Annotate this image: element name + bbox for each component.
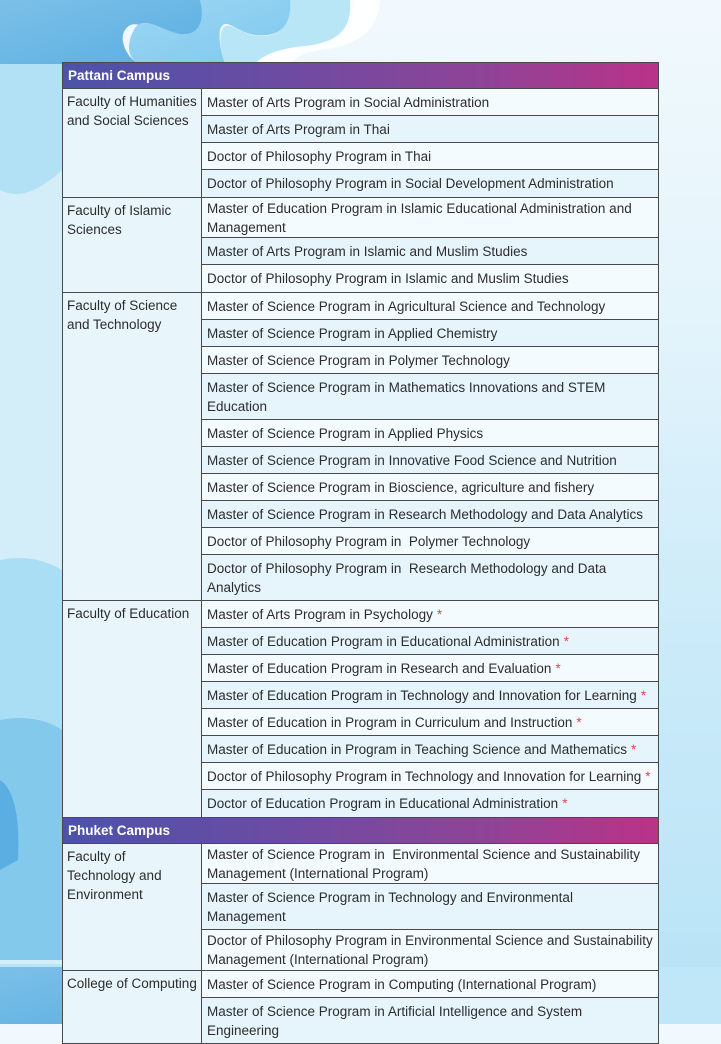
program-list (202, 293, 658, 600)
program-row (202, 320, 658, 347)
program-title: Doctor of Education Program in Educational Administration (207, 796, 559, 811)
asterisk-marker: * (563, 634, 569, 649)
program-title: Master of Arts Program in Islamic and Muslim Studies (207, 244, 528, 259)
program-title: Master of Education Program in Research and Evaluation (207, 661, 552, 676)
faculty-name: Faculty of Technology and Environment (63, 844, 202, 970)
program-list (202, 198, 658, 292)
asterisk-marker: * (436, 607, 443, 622)
asterisk-marker: * (576, 715, 582, 730)
program-row (202, 790, 658, 817)
program-row (202, 709, 658, 736)
program-title: Master of Arts Program in Psychology (207, 607, 433, 622)
campus-header: Phuket Campus (63, 818, 658, 844)
program-row (202, 971, 658, 998)
program-title: Master of Education Program in Technology and Innovation for Learning (207, 688, 637, 703)
program-row (202, 374, 658, 420)
program-title: Doctor of Philosophy Program in Thai (207, 149, 432, 164)
program-title: Master of Science Program in Mathematics Innovations and STEM Education (207, 380, 610, 414)
program-row (202, 844, 658, 884)
program-row (202, 884, 658, 930)
program-row (202, 736, 658, 763)
program-title: Master of Science Program in Innovative Food Science and Nutrition (207, 453, 617, 468)
program-title: Master of Science Program in Applied Chemistry (207, 326, 498, 341)
program-title: Master of Science Program in Technology and Environmental Management (207, 890, 577, 924)
program-title: Master of Science Program in Agricultural Science and Technology (207, 299, 606, 314)
campus-header: Pattani Campus (63, 63, 658, 89)
faculty-group (63, 198, 658, 293)
program-title: Master of Science Program in Environmental Science and Sustainability Management (International Program) (207, 847, 644, 881)
program-list (202, 601, 658, 817)
program-row (202, 528, 658, 555)
program-row (202, 170, 658, 197)
campus-section (63, 818, 658, 1043)
program-row (202, 501, 658, 528)
program-row (202, 265, 658, 292)
program-title: Master of Science Program in Research Methodology and Data Analytics (207, 507, 643, 522)
program-row (202, 447, 658, 474)
faculty-group (63, 293, 658, 601)
faculty-name: College of Computing (63, 971, 202, 1043)
program-title: Master of Science Program in Bioscience, agriculture and fishery (207, 480, 595, 495)
program-title: Doctor of Philosophy Program in Islamic and Muslim Studies (207, 271, 569, 286)
program-title: Doctor of Philosophy Program in Research Methodology and Data Analytics (207, 561, 610, 595)
program-row (202, 293, 658, 320)
program-list (202, 844, 658, 970)
asterisk-marker: * (640, 688, 647, 703)
program-row (202, 238, 658, 265)
program-row (202, 474, 658, 501)
program-row (202, 930, 658, 970)
program-list (202, 971, 658, 1043)
faculty-name: Faculty of Humanities and Social Sciences (63, 89, 202, 197)
faculty-group (63, 971, 658, 1043)
program-title: Master of Education in Program in Teaching Science and Mathematics (207, 742, 627, 757)
program-title: Doctor of Philosophy Program in Technology and Innovation for Learning (207, 769, 642, 784)
program-row (202, 628, 658, 655)
program-row (202, 347, 658, 374)
program-title: Doctor of Philosophy Program in Environmental Science and Sustainability Management (International Program) (207, 933, 657, 967)
asterisk-marker: * (555, 661, 561, 676)
program-title: Master of Science Program in Computing (International Program) (207, 977, 597, 992)
program-row (202, 763, 658, 790)
program-title: Master of Education in Program in Curriculum and Instruction (207, 715, 573, 730)
program-row (202, 116, 658, 143)
faculty-name: Faculty of Science and Technology (63, 293, 202, 600)
program-list (202, 89, 658, 197)
program-title: Master of Science Program in Polymer Technology (207, 353, 510, 368)
programs-table (62, 62, 659, 1044)
asterisk-marker: * (630, 742, 637, 757)
program-row (202, 601, 658, 628)
faculty-group (63, 601, 658, 818)
campus-section (63, 63, 658, 818)
faculty-name: Faculty of Education (63, 601, 202, 817)
program-title: Master of Education Program in Islamic Educational Administration and Management (207, 201, 636, 235)
asterisk-marker: * (645, 769, 651, 784)
program-row (202, 198, 658, 238)
program-row (202, 655, 658, 682)
asterisk-marker: * (562, 796, 568, 811)
program-title: Master of Science Program in Artificial Intelligence and System Engineering (207, 1004, 586, 1038)
program-title: Master of Arts Program in Social Administration (207, 95, 490, 110)
program-row (202, 420, 658, 447)
faculty-name: Faculty of Islamic Sciences (63, 198, 202, 292)
program-row (202, 998, 658, 1043)
faculty-group (63, 89, 658, 198)
program-title: Master of Science Program in Applied Physics (207, 426, 484, 441)
program-title: Master of Education Program in Educational Administration (207, 634, 560, 649)
program-title: Master of Arts Program in Thai (207, 122, 390, 137)
wave-shape-left-upper (0, 64, 62, 194)
program-title: Doctor of Philosophy Program in Polymer Technology (207, 534, 531, 549)
program-row (202, 143, 658, 170)
faculty-group (63, 844, 658, 971)
program-row (202, 555, 658, 600)
program-row (202, 682, 658, 709)
program-title: Doctor of Philosophy Program in Social Development Administration (207, 176, 614, 191)
program-row (202, 89, 658, 116)
